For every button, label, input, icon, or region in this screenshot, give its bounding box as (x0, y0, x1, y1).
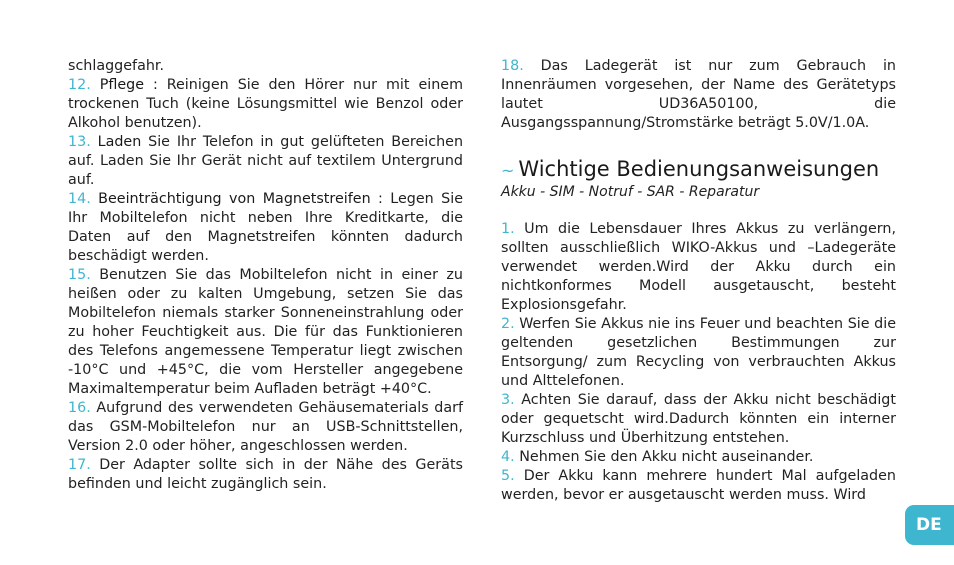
list-item-1 (501, 220, 896, 315)
list-item-4 (501, 448, 896, 467)
item-text: Der Adapter sollte sich in der Nähe des Geräts befinden und leicht zugänglich sein. (68, 457, 463, 492)
list-item-17 (68, 456, 463, 494)
item-text: Das Ladegerät ist nur zum Gebrauch in Innenräumen vorgesehen, der Name des Gerätetyps lautet UD36A50100, die Ausgangsspannung/Stromstärke beträgt 5.0V/1.0A. (501, 58, 896, 131)
section-subtitle: Akku - SIM - Notruf - SAR - Reparatur (501, 184, 760, 200)
item-number: 13. (68, 134, 91, 150)
item-text: Aufgrund des verwendeten Gehäusematerials darf das GSM-Mobiltelefon nur an USB-Schnittstellen, Version 2.0 oder höher, angeschlossen werden. (68, 400, 463, 454)
section-title: Wichtige Bedienungsanweisungen (518, 157, 880, 181)
list-item-5 (501, 467, 896, 505)
item-number: 14. (68, 191, 91, 207)
item-text: Sie Ihr Telefon in gut gelüfteten Bereichen auf. Laden Sie Ihr Gerät nicht auf textilem Untergrund auf. (68, 134, 464, 188)
list-item-3 (501, 391, 896, 448)
item-number: 17. (68, 457, 91, 473)
tilde-marker: ~ (501, 161, 515, 180)
item-text: Legen Sie Ihr Mobiltelefon nicht neben Ihre Kreditkarte, die Daten auf den Magnetstreifen könnten dadurch beschädigt werden. (68, 191, 463, 264)
item-number: 1. (501, 221, 515, 237)
item-number: 15. (68, 267, 91, 283)
list-item-16 (68, 399, 463, 456)
list-item-13 (68, 133, 463, 190)
item-number: 18. (501, 58, 524, 74)
language-badge: DE (905, 505, 954, 545)
list-item-14 (68, 190, 463, 266)
item-text: Nehmen Sie den Akku nicht auseinander. (514, 449, 814, 465)
section-heading (501, 157, 896, 183)
item-number: 2. (501, 316, 515, 332)
list-item-2 (501, 315, 896, 391)
list-item-18 (501, 57, 896, 133)
item-text: Der Akku kann mehrere hundert Mal aufgeladen werden, bevor er ausgetauscht werden muss. Wird (501, 468, 896, 503)
item-text: Achten Sie darauf, dass der Akku nicht beschädigt oder gequetscht wird.Dadurch könnten ein interner Kurzschluss und Überhitzung entstehen. (501, 392, 896, 446)
item-number: 4. (501, 449, 515, 465)
left-column (68, 57, 463, 494)
list-item-15 (68, 266, 463, 399)
item-text: Reinigen Sie den Hörer nur mit einem trockenen Tuch (keine Lösungsmittel wie Benzol oder Alkohol benutzen). (68, 77, 464, 131)
item-number: 12. (68, 77, 91, 93)
item-text: Um die Lebensdauer Ihres Akkus zu verlängern, sollten ausschließlich WIKO-Akkus und –Ladegeräte verwendet werden.Wird der Akku durch ein nichtkonformes Modell ausgetauscht, besteht Explosionsgefahr. (501, 221, 896, 313)
item-number: 16. (68, 400, 91, 416)
item-text: Werfen Sie Akkus nie ins Feuer und beachten Sie die geltenden gesetzlichen Bestimmungen zur Entsorgung/ zum Recycling von verbrauchten Akkus und Alttelefonen. (501, 316, 896, 389)
item-text: Benutzen Sie das Mobiltelefon nicht in einer zu heißen oder zu kalten Umgebung, setzen Sie das Mobiltelefon niemals starker Sonneneinstrahlung oder zu hoher Feuchtigkeit aus. Die für das Funktionieren des Telefons angemessene Temperatur liegt zwischen -10°C und +45°C, die vom Hersteller angegebene Maximaltemperatur beim Aufladen beträgt +40°C. (68, 267, 463, 397)
item-keyword: Pflege : (99, 77, 158, 93)
item-keyword: Beeinträchtigung von Magnetstreifen : (98, 191, 383, 207)
item-number: 3. (501, 392, 515, 408)
item-number: 5. (501, 468, 515, 484)
right-column (501, 57, 896, 505)
list-item-12 (68, 76, 463, 133)
item-keyword: Laden (97, 134, 142, 150)
left-lead-text: schlaggefahr. (68, 58, 165, 74)
